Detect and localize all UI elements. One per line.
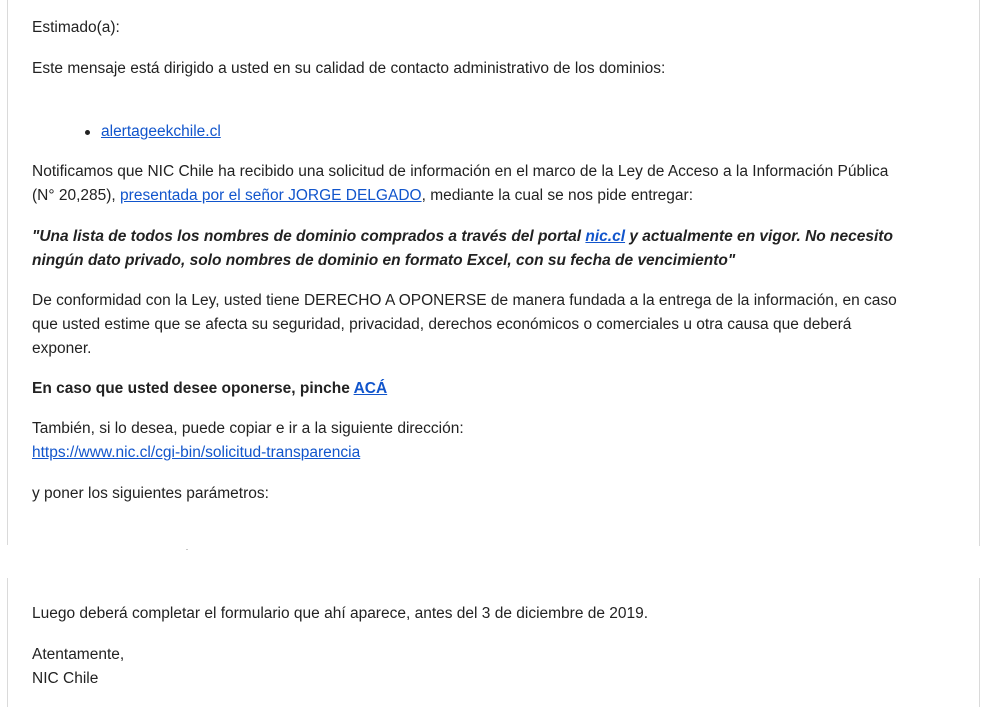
params-intro: y poner los siguientes parámetros: — [32, 485, 269, 502]
gap-artifact — [186, 549, 188, 550]
domain-list — [80, 120, 221, 144]
signature: NIC Chile — [32, 670, 99, 687]
rights-line2: que usted estime que se afecta su seguridad, privacidad, derechos económicos o comerciales u otra causa que deberá — [32, 316, 852, 333]
email-frame-right-border — [979, 0, 980, 707]
notice-line2-prefix: (N° 20,285), — [32, 187, 121, 204]
closing: Atentamente, — [32, 646, 125, 663]
notice-paragraph — [32, 160, 888, 208]
requester-link[interactable]: presentada por el señor JORGE DELGADO — [120, 187, 422, 204]
intro-paragraph: Este mensaje está dirigido a usted en su calidad de contacto administrativo de los dominios: — [32, 60, 666, 77]
closing-paragraph — [32, 643, 124, 691]
rights-line3: exponer. — [32, 340, 92, 357]
copy-paragraph — [32, 417, 464, 465]
quote-line1-prefix: "Una lista de todos los nombres de dominio comprados a través del portal — [32, 228, 586, 245]
portal-link[interactable]: nic.cl — [585, 228, 626, 245]
oppose-paragraph — [32, 377, 387, 401]
email-frame-left-border-lower — [7, 578, 8, 707]
domain-link[interactable]: alertageekchile.cl — [101, 123, 221, 140]
notice-line1: Notificamos que NIC Chile ha recibido una solicitud de información en el marco de la Ley de Acceso a la Información Pública — [32, 163, 889, 180]
request-quote — [32, 225, 893, 273]
oppose-link[interactable]: ACÁ — [353, 380, 388, 397]
greeting: Estimado(a): — [32, 19, 120, 36]
notice-line2-suffix: , mediante la cual se nos pide entregar: — [421, 187, 693, 204]
quote-line2: ningún dato privado, solo nombres de dominio en formato Excel, con su fecha de vencimiento" — [32, 252, 736, 269]
transparency-url-link[interactable]: https://www.nic.cl/cgi-bin/solicitud-transparencia — [32, 444, 361, 461]
section-gap — [0, 546, 983, 578]
email-frame-left-border — [7, 0, 8, 545]
quote-line1-suffix: y actualmente en vigor. No necesito — [625, 228, 893, 245]
rights-paragraph — [32, 289, 897, 361]
deadline-paragraph: Luego deberá completar el formulario que ahí aparece, antes del 3 de diciembre de 2019. — [32, 605, 649, 622]
oppose-text: En caso que usted desee oponerse, pinche — [32, 380, 354, 397]
rights-line1: De conformidad con la Ley, usted tiene DERECHO A OPONERSE de manera fundada a la entrega de la información, en caso — [32, 292, 897, 309]
domain-list-item — [80, 120, 221, 144]
copy-instructions: También, si lo desea, puede copiar e ir a la siguiente dirección: — [32, 420, 464, 437]
